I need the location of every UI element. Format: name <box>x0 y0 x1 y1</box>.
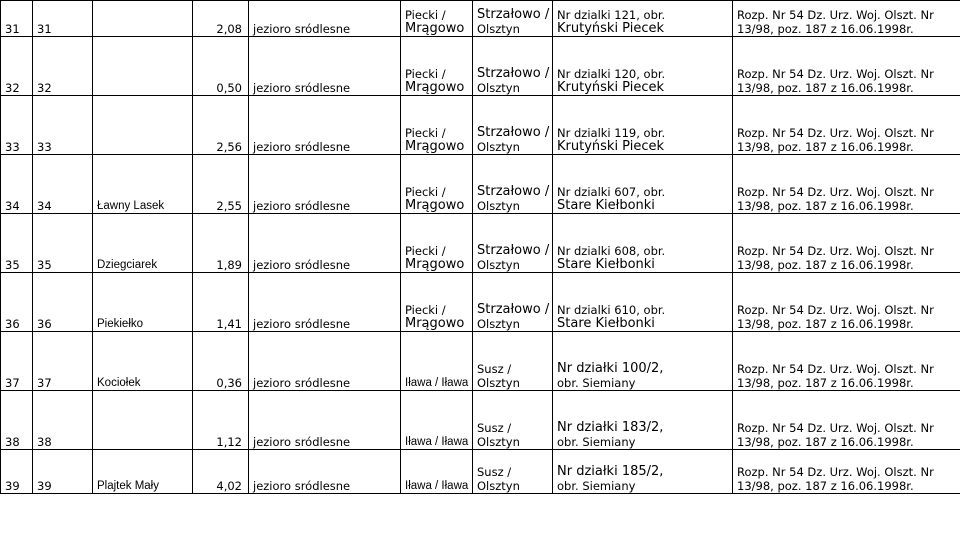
nadlesnictwo-line-2: Olsztyn <box>477 258 520 272</box>
regulation-line-2: 13/98, poz. 187 z 16.06.1998r. <box>737 22 914 36</box>
parcel-line-1: Nr dzialki 121, obr. <box>557 8 666 22</box>
lp-cell: 34 <box>1 155 33 214</box>
regulation-cell <box>733 37 960 96</box>
parcel-line-1: Nr dzialki 120, obr. <box>557 67 666 81</box>
gmina-line-2: Mrągowo <box>405 198 465 213</box>
nr-cell: 39 <box>33 450 93 494</box>
regulation-line-1: Rozp. Nr 54 Dz. Urz. Woj. Olszt. Nr <box>737 421 934 435</box>
parcel-line-1: Nr dzialki 610, obr. <box>557 303 666 317</box>
lake-type-cell: jezioro sródlesne <box>249 96 401 155</box>
lake-type-cell: jezioro sródlesne <box>249 155 401 214</box>
nadlesnictwo-cell <box>473 391 553 450</box>
lp-cell: 36 <box>1 273 33 332</box>
lp-cell: 35 <box>1 214 33 273</box>
table-row <box>1 155 960 214</box>
lake-name-cell: Ławny Lasek <box>93 155 193 214</box>
parcel-line-2: obr. Siemiany <box>557 435 636 449</box>
parcel-line-2: obr. Siemiany <box>557 479 636 493</box>
gmina-line-1: Piecki / <box>405 126 446 140</box>
lake-type-cell: jezioro sródlesne <box>249 273 401 332</box>
nadlesnictwo-cell <box>473 273 553 332</box>
parcel-line-2: Stare Kiełbonki <box>557 257 655 272</box>
regulation-cell <box>733 391 960 450</box>
regulation-line-2: 13/98, poz. 187 z 16.06.1998r. <box>737 81 914 95</box>
regulation-line-1: Rozp. Nr 54 Dz. Urz. Woj. Olszt. Nr <box>737 465 934 479</box>
parcel-line-2: Krutyński Piecek <box>557 21 665 36</box>
lake-type-cell: jezioro sródlesne <box>249 332 401 391</box>
area-cell: 1,89 <box>193 214 249 273</box>
table-row <box>1 391 960 450</box>
regulation-line-1: Rozp. Nr 54 Dz. Urz. Woj. Olszt. Nr <box>737 362 934 376</box>
nadlesnictwo-line-2: Olsztyn <box>477 140 520 154</box>
lake-name-cell: Dziegciarek <box>93 214 193 273</box>
nadlesnictwo-cell <box>473 37 553 96</box>
nadlesnictwo-cell <box>473 332 553 391</box>
nadlesnictwo-line-1: Strzałowo / <box>477 66 550 81</box>
lake-type-cell: jezioro sródlesne <box>249 391 401 450</box>
nadlesnictwo-line-2: Olsztyn <box>477 479 520 493</box>
gmina-line-1: Piecki / <box>405 244 446 258</box>
lake-name-cell: Plajtek Mały <box>93 450 193 494</box>
lp-cell: 33 <box>1 96 33 155</box>
parcel-cell <box>553 273 733 332</box>
gmina-line-2: Mrągowo <box>405 21 465 36</box>
table-body <box>1 1 960 494</box>
parcel-cell <box>553 214 733 273</box>
parcel-line-1: Nr działki 183/2, <box>557 420 664 435</box>
parcel-line-2: obr. Siemiany <box>557 376 636 390</box>
parcel-cell <box>553 391 733 450</box>
parcel-cell <box>553 450 733 494</box>
lake-name-cell <box>93 37 193 96</box>
lp-cell: 38 <box>1 391 33 450</box>
regulation-line-2: 13/98, poz. 187 z 16.06.1998r. <box>737 317 914 331</box>
parcel-cell <box>553 96 733 155</box>
nadlesnictwo-line-1: Susz / <box>477 421 512 435</box>
regulation-cell <box>733 450 960 494</box>
area-cell: 1,12 <box>193 391 249 450</box>
regulation-line-2: 13/98, poz. 187 z 16.06.1998r. <box>737 199 914 213</box>
area-cell: 1,41 <box>193 273 249 332</box>
parcel-cell <box>553 332 733 391</box>
regulation-line-1: Rozp. Nr 54 Dz. Urz. Woj. Olszt. Nr <box>737 67 934 81</box>
nadlesnictwo-line-2: Olsztyn <box>477 435 520 449</box>
gmina-line-1: Piecki / <box>405 303 446 317</box>
regulation-line-2: 13/98, poz. 187 z 16.06.1998r. <box>737 479 914 493</box>
nadlesnictwo-cell <box>473 155 553 214</box>
nr-cell: 33 <box>33 96 93 155</box>
parcel-line-1: Nr dzialki 607, obr. <box>557 185 666 199</box>
area-cell: 2,08 <box>193 1 249 37</box>
nadlesnictwo-cell <box>473 214 553 273</box>
parcel-line-2: Krutyński Piecek <box>557 139 665 154</box>
parcel-cell <box>553 37 733 96</box>
gmina-cell <box>401 332 473 391</box>
parcel-line-2: Krutyński Piecek <box>557 80 665 95</box>
regulation-line-1: Rozp. Nr 54 Dz. Urz. Woj. Olszt. Nr <box>737 303 934 317</box>
table-row <box>1 332 960 391</box>
nadlesnictwo-line-1: Susz / <box>477 362 512 376</box>
regulation-cell <box>733 273 960 332</box>
regulation-cell <box>733 214 960 273</box>
nadlesnictwo-line-1: Strzałowo / <box>477 243 550 258</box>
regulation-cell <box>733 155 960 214</box>
nadlesnictwo-line-2: Olsztyn <box>477 22 520 36</box>
parcel-cell <box>553 155 733 214</box>
lp-cell: 31 <box>1 1 33 37</box>
gmina-cell <box>401 96 473 155</box>
lp-cell: 32 <box>1 37 33 96</box>
nadlesnictwo-line-1: Strzałowo / <box>477 7 550 22</box>
area-cell: 2,55 <box>193 155 249 214</box>
regulation-line-1: Rozp. Nr 54 Dz. Urz. Woj. Olszt. Nr <box>737 126 934 140</box>
nadlesnictwo-cell <box>473 1 553 37</box>
regulation-line-2: 13/98, poz. 187 z 16.06.1998r. <box>737 140 914 154</box>
gmina-line-2: Iława / Iława <box>405 436 469 448</box>
nadlesnictwo-line-2: Olsztyn <box>477 317 520 331</box>
nadlesnictwo-line-1: Strzałowo / <box>477 125 550 140</box>
parcel-cell <box>553 1 733 37</box>
nr-cell: 31 <box>33 1 93 37</box>
nr-cell: 34 <box>33 155 93 214</box>
nadlesnictwo-line-2: Olsztyn <box>477 199 520 213</box>
nadlesnictwo-line-2: Olsztyn <box>477 81 520 95</box>
parcel-line-1: Nr dzialki 608, obr. <box>557 244 666 258</box>
lake-name-cell: Piekiełko <box>93 273 193 332</box>
nadlesnictwo-line-1: Strzałowo / <box>477 184 550 199</box>
regulation-line-1: Rozp. Nr 54 Dz. Urz. Woj. Olszt. Nr <box>737 185 934 199</box>
parcel-line-1: Nr działki 185/2, <box>557 464 664 479</box>
lake-name-cell <box>93 1 193 37</box>
gmina-line-2: Mrągowo <box>405 80 465 95</box>
gmina-line-2: Iława / Iława <box>405 480 469 492</box>
lp-cell: 37 <box>1 332 33 391</box>
gmina-cell <box>401 450 473 494</box>
lake-name-cell <box>93 96 193 155</box>
table-row <box>1 96 960 155</box>
nadlesnictwo-cell <box>473 96 553 155</box>
table-row <box>1 37 960 96</box>
nadlesnictwo-line-1: Strzałowo / <box>477 302 550 317</box>
gmina-cell <box>401 155 473 214</box>
regulation-cell <box>733 1 960 37</box>
gmina-cell <box>401 37 473 96</box>
regulation-line-2: 13/98, poz. 187 z 16.06.1998r. <box>737 258 914 272</box>
table-row <box>1 214 960 273</box>
lake-type-cell: jezioro sródlesne <box>249 450 401 494</box>
gmina-line-1: Piecki / <box>405 185 446 199</box>
gmina-line-2: Mrągowo <box>405 139 465 154</box>
area-cell: 0,50 <box>193 37 249 96</box>
regulation-line-1: Rozp. Nr 54 Dz. Urz. Woj. Olszt. Nr <box>737 8 934 22</box>
gmina-cell <box>401 1 473 37</box>
lp-cell: 39 <box>1 450 33 494</box>
lake-type-cell: jezioro sródlesne <box>249 1 401 37</box>
nadlesnictwo-line-2: Olsztyn <box>477 376 520 390</box>
regulation-line-2: 13/98, poz. 187 z 16.06.1998r. <box>737 376 914 390</box>
parcel-line-1: Nr dzialki 119, obr. <box>557 126 666 140</box>
lake-name-cell <box>93 391 193 450</box>
table-row <box>1 273 960 332</box>
table-row <box>1 1 960 37</box>
lake-type-cell: jezioro sródlesne <box>249 214 401 273</box>
area-cell: 4,02 <box>193 450 249 494</box>
lake-type-cell: jezioro sródlesne <box>249 37 401 96</box>
regulation-line-1: Rozp. Nr 54 Dz. Urz. Woj. Olszt. Nr <box>737 244 934 258</box>
nr-cell: 38 <box>33 391 93 450</box>
nr-cell: 36 <box>33 273 93 332</box>
nr-cell: 37 <box>33 332 93 391</box>
nr-cell: 32 <box>33 37 93 96</box>
regulation-line-2: 13/98, poz. 187 z 16.06.1998r. <box>737 435 914 449</box>
regulation-cell <box>733 332 960 391</box>
nadlesnictwo-line-1: Susz / <box>477 465 512 479</box>
nadlesnictwo-cell <box>473 450 553 494</box>
parcel-line-1: Nr działki 100/2, <box>557 361 664 376</box>
area-cell: 0,36 <box>193 332 249 391</box>
regulation-cell <box>733 96 960 155</box>
gmina-line-1: Piecki / <box>405 67 446 81</box>
parcel-line-2: Stare Kiełbonki <box>557 198 655 213</box>
nr-cell: 35 <box>33 214 93 273</box>
table-row <box>1 450 960 494</box>
gmina-cell <box>401 214 473 273</box>
parcel-line-2: Stare Kiełbonki <box>557 316 655 331</box>
area-cell: 2,56 <box>193 96 249 155</box>
gmina-line-2: Mrągowo <box>405 257 465 272</box>
gmina-line-1: Piecki / <box>405 8 446 22</box>
gmina-line-2: Iława / Iława <box>405 377 469 389</box>
lake-name-cell: Kociołek <box>93 332 193 391</box>
gmina-cell <box>401 273 473 332</box>
gmina-cell <box>401 391 473 450</box>
gmina-line-2: Mrągowo <box>405 316 465 331</box>
